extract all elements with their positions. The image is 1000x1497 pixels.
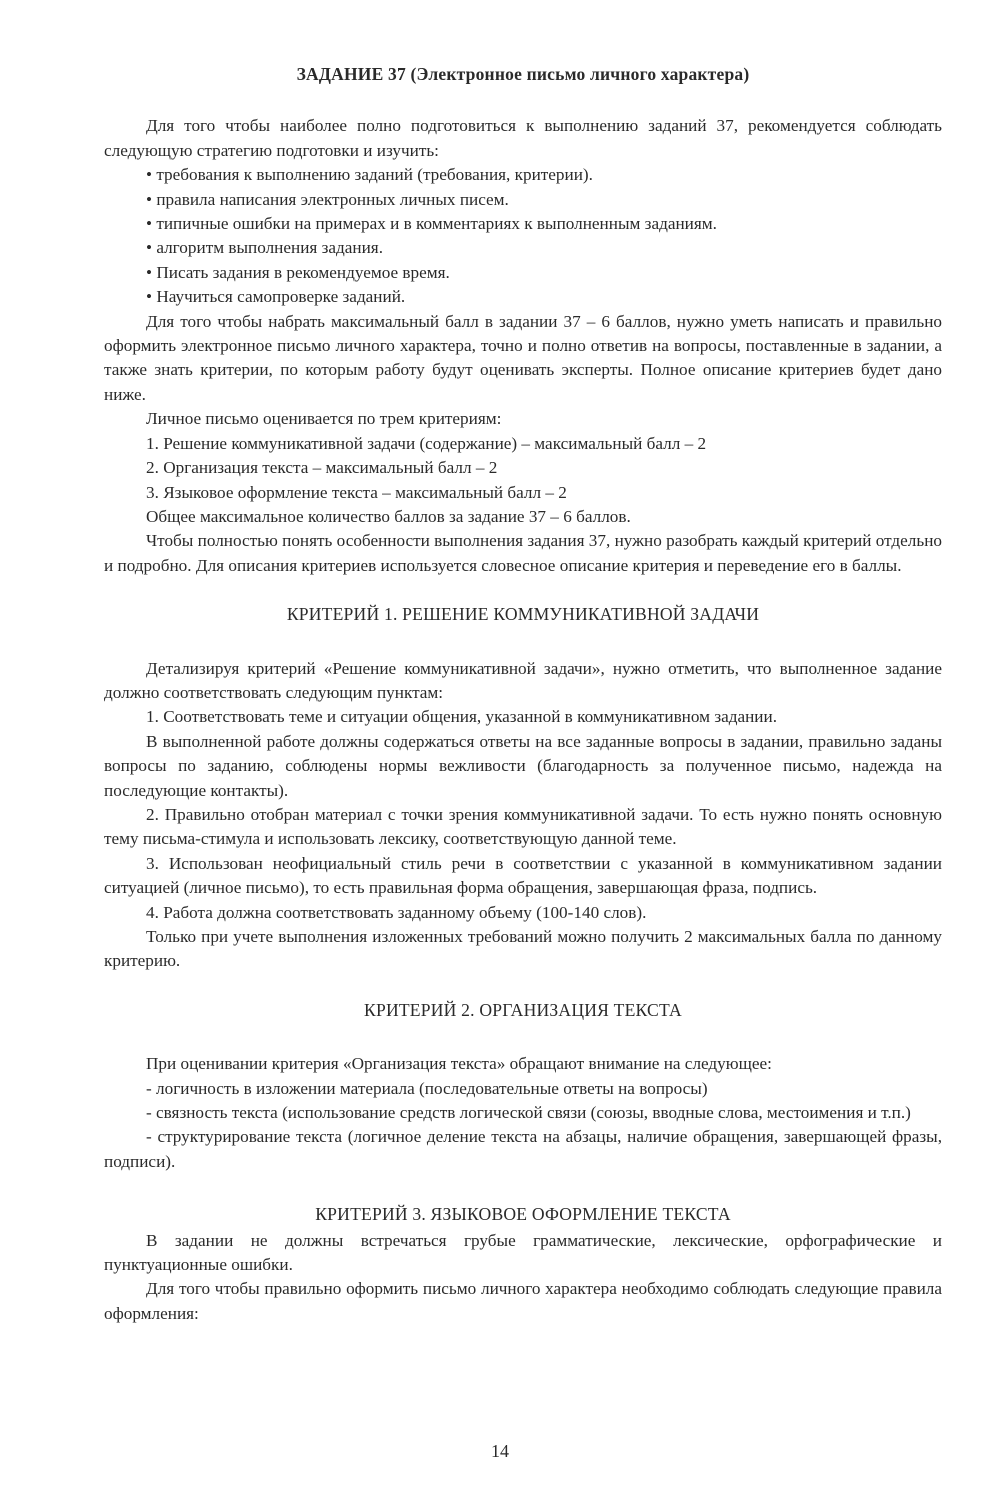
- understand-paragraph: Чтобы полностью понять особенности выполнения задания 37, нужно разобрать каждый критерий отдельно и подробно. Для описания критериев используется словесное описание критерия и переведение его в баллы.: [104, 531, 942, 575]
- list-item: • правила написания электронных личных писем.: [104, 188, 942, 212]
- criterion-3-paragraph: Для того чтобы правильно оформить письмо личного характера необходимо соблюдать следующие правила оформления:: [104, 1279, 942, 1323]
- list-item: • требования к выполнению заданий (требования, критерии).: [104, 163, 942, 187]
- criteria-list-item: 1. Решение коммуникативной задачи (содержание) – максимальный балл – 2: [146, 433, 707, 453]
- document-page: [104, 62, 942, 1326]
- max-score-paragraph: Для того чтобы набрать максимальный балл в задании 37 – 6 баллов, нужно уметь написать и правильно оформить электронное письмо личного характера, точно и полно ответив на вопросы, поставленные в задании, а также знать критерии, по которым работу будут оценивать эксперты. Полное описание критериев будет дано ниже.: [104, 311, 942, 404]
- strategy-list: [104, 163, 942, 309]
- criterion-1-item: 1. Соответствовать теме и ситуации общения, указанной в коммуникативном задании.: [146, 707, 777, 727]
- criterion-1-detail: В выполненной работе должны содержаться ответы на все заданные вопросы в задании, правильно заданы вопросы по заданию, соблюдены нормы вежливости (благодарность за полученное письмо, надежда на последующие контакты).: [104, 731, 942, 800]
- criteria-list-item: 3. Языковое оформление текста – максимальный балл – 2: [146, 482, 567, 502]
- criterion-3-heading: КРИТЕРИЙ 3. ЯЗЫКОВОЕ ОФОРМЛЕНИЕ ТЕКСТА: [315, 1204, 731, 1225]
- criterion-1-conclusion: Только при учете выполнения изложенных требований можно получить 2 максимальных балла по данному критерию.: [104, 927, 942, 971]
- criterion-2-item: - связность текста (использование средств логической связи (союзы, вводные слова, местоимения и т.п.): [146, 1103, 911, 1123]
- criterion-3-paragraph: В задании не должны встречаться грубые грамматические, лексические, орфографические и пунктуационные ошибки.: [104, 1230, 942, 1275]
- criterion-1-item: 3. Использован неофициальный стиль речи в соответствии с указанной в коммуникативном задании ситуацией (личное письмо), то есть правильная форма обращения, завершающая фраза, подпись.: [104, 853, 942, 898]
- criteria-list-item: 2. Организация текста – максимальный балл – 2: [146, 458, 498, 478]
- criterion-1-item: 4. Работа должна соответствовать заданному объему (100-140 слов).: [146, 902, 647, 922]
- page-title: ЗАДАНИЕ 37 (Электронное письмо личного характера): [296, 64, 750, 84]
- list-item: • алгоритм выполнения задания.: [104, 236, 942, 260]
- total-score-paragraph: Общее максимальное количество баллов за задание 37 – 6 баллов.: [146, 506, 631, 526]
- list-item: • Писать задания в рекомендуемое время.: [104, 261, 942, 285]
- criterion-2-heading: КРИТЕРИЙ 2. ОРГАНИЗАЦИЯ ТЕКСТА: [364, 999, 682, 1020]
- list-item: • Научиться самопроверке заданий.: [104, 285, 942, 309]
- three-criteria-paragraph: Личное письмо оценивается по трем критериям:: [146, 409, 502, 429]
- criterion-2-intro: При оценивании критерия «Организация текста» обращают внимание на следующее:: [146, 1054, 772, 1074]
- criterion-1-intro: Детализируя критерий «Решение коммуникативной задачи», нужно отметить, что выполненное задание должно соответствовать следующим пунктам:: [104, 658, 942, 702]
- criterion-2-item: - логичность в изложении материала (последовательные ответы на вопросы): [146, 1078, 708, 1098]
- criterion-2-item: - структурирование текста (логичное деление текста на абзацы, наличие обращения, завершающей фразы, подписи).: [104, 1127, 942, 1171]
- criterion-1-item: 2. Правильно отобран материал с точки зрения коммуникативной задачи. То есть нужно понять основную тему письма-стимула и использовать лексику, соответствующую данной теме.: [104, 804, 942, 849]
- list-item: • типичные ошибки на примерах и в комментариях к выполненным заданиям.: [104, 212, 942, 236]
- criterion-1-heading: КРИТЕРИЙ 1. РЕШЕНИЕ КОММУНИКАТИВНОЙ ЗАДАЧИ: [286, 604, 760, 625]
- intro-paragraph: Для того чтобы наиболее полно подготовиться к выполнению заданий 37, рекомендуется соблюдать следующую стратегию подготовки и изучить:: [104, 116, 942, 160]
- page-number: 14: [491, 1441, 509, 1461]
